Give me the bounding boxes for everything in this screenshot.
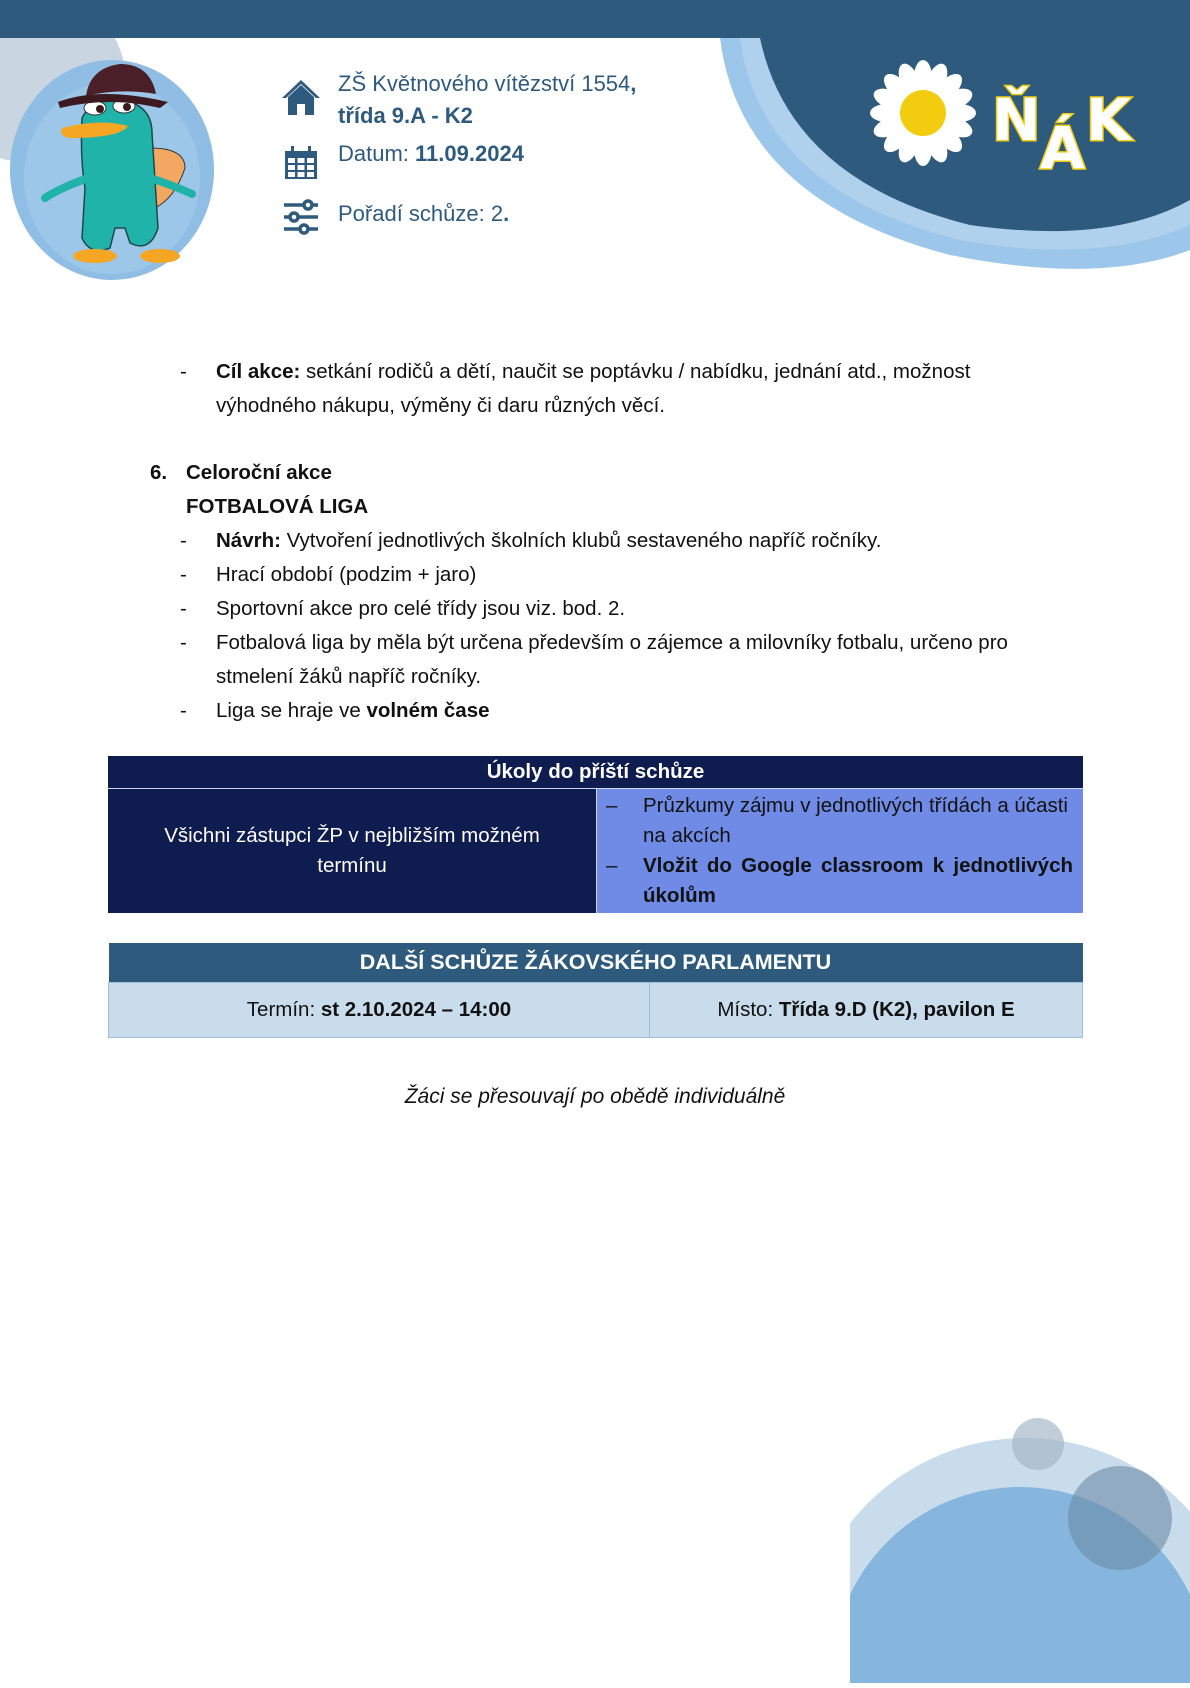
date-row xyxy=(280,142,524,184)
date-label: Datum: xyxy=(338,141,416,166)
decorative-circles xyxy=(850,1400,1190,1683)
task-item xyxy=(606,791,1073,851)
order-dot: . xyxy=(503,201,510,226)
closing-note: Žáci se přesouvají po obědě individuálně xyxy=(404,1085,786,1108)
list-item: Sportovní akce pro celé třídy jsou viz. bod. 2. xyxy=(216,597,626,620)
tasks-header: Úkoly do příští schůze xyxy=(108,756,1083,789)
bullet-dash: - xyxy=(180,360,187,383)
list-item-text: Vytvoření jednotlivých školních klubů sestaveného napříč ročníky. xyxy=(280,529,882,552)
school-row xyxy=(280,71,637,132)
calendar-icon xyxy=(280,142,322,184)
svg-text:Ň: Ň xyxy=(992,86,1041,154)
order-row xyxy=(280,196,509,238)
next-meeting-header: DALŠÍ SCHŮZE ŽÁKOVSKÉHO PARLAMENTU xyxy=(109,943,1083,983)
bullet-dash: - xyxy=(180,529,187,552)
date-value: 11.09.2024 xyxy=(415,141,524,166)
goal-text: setkání rodičů a dětí, naučit se poptávku / nabídku, jednání atd., možnost xyxy=(300,360,971,383)
class-name: třída 9.A - K2 xyxy=(338,103,473,128)
bullet-dash: - xyxy=(180,563,187,586)
task-bullet: – xyxy=(606,854,618,877)
school-name: ZŠ Květnového vítězství 1554 xyxy=(338,71,631,96)
bullet-dash: - xyxy=(180,699,187,722)
task-item xyxy=(606,851,1073,911)
section-title: Celoroční akce xyxy=(186,461,332,484)
svg-text:Á: Á xyxy=(1040,114,1085,172)
school-comma: , xyxy=(630,71,637,96)
goal-line-2: výhodného nákupu, výměny či daru různých věcí. xyxy=(216,394,665,417)
place-value: Třída 9.D (K2), pavilon E xyxy=(778,998,1015,1021)
task-bullet: – xyxy=(606,794,618,817)
goal-label: Cíl akce: xyxy=(216,360,301,383)
bullet-dash: - xyxy=(180,631,187,654)
order-label: Pořadí schůze: 2 xyxy=(338,201,504,226)
tasks-list xyxy=(597,789,1084,914)
next-meeting-table xyxy=(108,943,1083,1038)
term-label: Termín: xyxy=(246,998,321,1021)
bullet-dash: - xyxy=(180,597,187,620)
task-text: Průzkumy zájmu v jednotlivých třídách a účasti na akcích xyxy=(643,794,1068,847)
mascot-illustration xyxy=(0,38,230,288)
list-item: Hrací období (podzim + jaro) xyxy=(216,563,477,586)
place-label: Místo: xyxy=(717,998,779,1021)
list-item-bold: volném čase xyxy=(366,699,490,722)
term-value: st 2.10.2024 – 14:00 xyxy=(320,998,512,1021)
list-item xyxy=(216,694,490,728)
goal-line-1 xyxy=(216,355,1082,389)
next-meeting-term xyxy=(109,983,650,1038)
list-item: Fotbalová liga by měla být určena především o zájemce a milovníky fotbalu, určeno pro xyxy=(216,631,1008,654)
tasks-assignee-text: Všichni zástupci ŽP v nejbližším možném termínu xyxy=(164,824,540,877)
proposal-label: Návrh: xyxy=(216,529,281,552)
logo-text xyxy=(990,82,1140,172)
list-item-text: Liga se hraje ve xyxy=(216,699,367,722)
home-icon xyxy=(280,76,322,118)
section-number: 6. xyxy=(150,461,168,484)
task-text: Vložit do Google classroom k jednotlivých úkolům xyxy=(643,854,1073,907)
tasks-table xyxy=(108,756,1083,913)
next-meeting-place xyxy=(650,983,1083,1038)
list-item-continued: stmelení žáků napříč ročníky. xyxy=(216,665,482,688)
sliders-icon xyxy=(280,196,322,238)
tasks-assignee xyxy=(108,789,597,914)
list-item xyxy=(216,524,881,558)
section-subtitle: FOTBALOVÁ LIGA xyxy=(186,495,369,518)
svg-text:K: K xyxy=(1086,86,1131,154)
daisy-logo-icon xyxy=(868,58,978,168)
